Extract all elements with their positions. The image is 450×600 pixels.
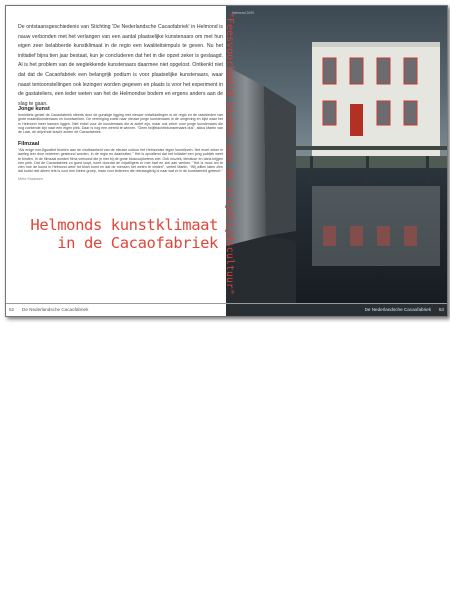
left-page-footer: [6, 303, 226, 316]
right-page-number: 53: [438, 307, 444, 312]
left-page-number: 52: [9, 307, 15, 312]
section-heading-filmzaal: Filmzaal: [18, 141, 40, 147]
title-line-2: in de Cacaofabriek: [57, 234, 218, 252]
right-page: [226, 6, 447, 316]
section-heading-jonge-kunst: Jonge kunst: [18, 106, 50, 112]
section-body-jonge-kunst: Inmiddels geniet de Cacaofabriek steeds door de gunstige ligging met nieuwe ontwikkelingen in de regio en de raadsleden van grote maandkunstenaars en kunstwerken. De vereniging zoekt naar nieuwe jonge kunstenaars in de omgeving en kijkt waar het in Helmond meer kansen liggen. Niet enkel voor de kunstenaars die al actief zijn, maar ook zeker voor jonge kunstenaars die nog zoekende zijn naar een eigen plek. Daar is nog een wereld te winnen. "Geen twijfelachtiekunstenaars dus", aldus Martin van de Laar, de drijvende kracht achter de Cacaofabriek.: [18, 113, 223, 135]
article-title: [30, 216, 218, 252]
title-line-1: Helmonds kunstklimaat: [30, 216, 218, 234]
left-footer-text: De Nederlandsche Cacaofabriek: [22, 307, 89, 312]
pull-quote-text: "Feesvoorbeeld bieden aan de vrijetijdscultuur": [224, 12, 235, 295]
author-credit: Mirte Klaassen: [18, 177, 44, 181]
magazine-spread: [5, 5, 448, 317]
left-page: [6, 6, 226, 316]
factory-photo: [226, 6, 447, 304]
section-body-filmzaal: "Als enige non-figuratief bloeien aan de vindbaarheid van de nieuwe cultuur het Helmondse eigen kunstleven. Het moet zeker in aanleg leer door iedereen gesteund worden, in de regio en daarbuiten." Het is opvallend dat het initiatief een jong publiek weet te binden. In de filmzaal worden films vertoond die je niet bij de grote bioscoopketens ziet. Ook muziek, literatuur en dans krijgen een plek. Dat de Cacaofabriek zo goed loopt, komt doordat de vrijwilligers er met hart en ziel aan werken. "Het is mooi om te zien hoe de kunst in Helmond weer tot bloei komt en dat de mensen het weten te vinden", vertelt Martin. "Wij willen laten zien dat kunst niet alleen iets is voor een kleine groep, maar voor iedereen die nieuwsgierig is naar wat er in de kunstwereld gebeurt.": [18, 148, 223, 174]
right-footer-text: De Nederlandsche Cacaofabriek: [364, 307, 431, 312]
vertical-pull-quote: [222, 12, 236, 312]
right-page-footer: [226, 303, 447, 316]
photo-label: Helmond 2009: [232, 11, 255, 15]
intro-paragraph: De ontstaansgeschiedenis van Stichting 'De Nederlandsche Cacaofabriek' in Helmond is nauw verbonden met het verlangen van een aantal plaatselijke kunstenaars om met hun eigen zeer belabberde kunstklimaat in de regio een kwaliteitsimpuls te geven. Nu het initiatief bijna tien jaar bestaat, kun je concluderen dat het in die opzet zeker is geslaagd. Al is het problem van de weglekkende kunstenaars daarmee niet opgelost. Ontkenkt niet dat dat de Cacaofabriek een belangrijk podium is voor plaatselijke kunstenaars, waar naast tentoonstellingen ook lezingen worden gegeven en plaats is voor het experiment in de gastateliers, een ieder weten van het de Helmondse bodem en ergens anders aan de slag te gaan.: [18, 24, 223, 107]
